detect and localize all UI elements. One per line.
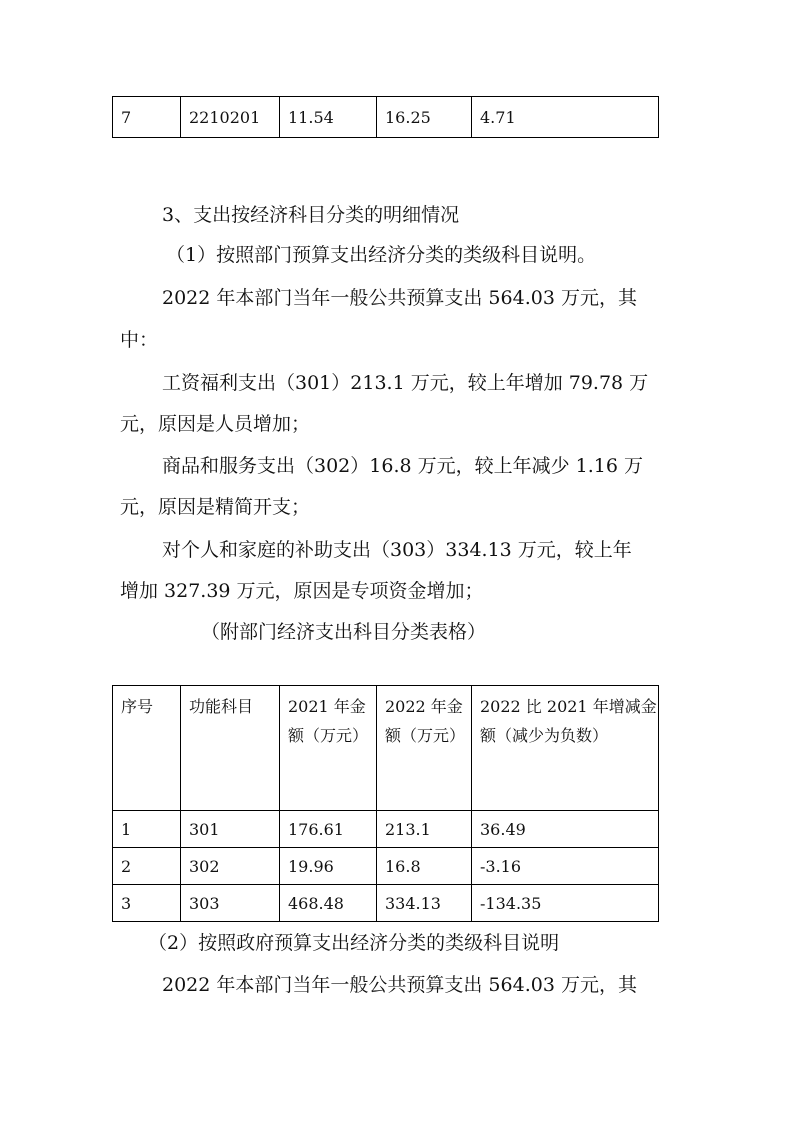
paragraph-line: 工资福利支出（301）213.1 万元，较上年增加 79.78 万 (162, 372, 649, 394)
table-cell: 176.61 (280, 811, 377, 848)
table-cell: 16.25 (377, 97, 472, 138)
paragraph-line: 中： (120, 329, 159, 351)
table-row (113, 885, 659, 922)
table-cell: 19.96 (280, 848, 377, 885)
table-header-row (113, 686, 659, 811)
header-cell: 功能科目 (181, 686, 280, 811)
sub-heading: （1）按照部门预算支出经济分类的类级科目说明。 (166, 244, 597, 266)
table-cell: 4.71 (472, 97, 659, 138)
budget-table-continued (112, 96, 659, 138)
table-caption: （附部门经济支出科目分类表格） (201, 621, 487, 643)
paragraph-line: 2022 年本部门当年一般公共预算支出 564.03 万元，其 (162, 974, 637, 996)
paragraph-line: 商品和服务支出（302）16.8 万元，较上年减少 1.16 万 (162, 455, 643, 477)
economic-classification-table (112, 685, 659, 922)
table-cell: 468.48 (280, 885, 377, 922)
table-cell: 11.54 (280, 97, 377, 138)
table-cell: 2 (113, 848, 181, 885)
table-cell: -134.35 (472, 885, 659, 922)
table-cell: 3 (113, 885, 181, 922)
table-row (113, 811, 659, 848)
table-cell: 213.1 (377, 811, 472, 848)
table-cell: 334.13 (377, 885, 472, 922)
table-cell: 36.49 (472, 811, 659, 848)
paragraph-line: 2022 年本部门当年一般公共预算支出 564.03 万元，其 (162, 287, 637, 309)
paragraph-line: 元，原因是精简开支； (120, 496, 311, 518)
table-cell: 1 (113, 811, 181, 848)
paragraph-line: 对个人和家庭的补助支出（303）334.13 万元，较上年 (162, 539, 632, 561)
section-heading: 3、支出按经济科目分类的明细情况 (162, 204, 460, 226)
sub-heading: （2）按照政府预算支出经济分类的类级科目说明 (148, 932, 560, 954)
paragraph-line: 增加 327.39 万元，原因是专项资金增加； (120, 580, 484, 602)
table-row (113, 848, 659, 885)
table-cell: 7 (113, 97, 181, 138)
table-cell: 302 (181, 848, 280, 885)
table-cell: 301 (181, 811, 280, 848)
table-cell: -3.16 (472, 848, 659, 885)
table-cell: 16.8 (377, 848, 472, 885)
table-cell: 2210201 (181, 97, 280, 138)
header-cell: 2022 年金额（万元） (377, 686, 472, 811)
paragraph-line: 元，原因是人员增加； (120, 413, 311, 435)
header-cell: 2021 年金额（万元） (280, 686, 377, 811)
header-cell: 2022 比 2021 年增减金额（减少为负数） (472, 686, 659, 811)
table-row (113, 97, 659, 138)
table-cell: 303 (181, 885, 280, 922)
header-cell: 序号 (113, 686, 181, 811)
